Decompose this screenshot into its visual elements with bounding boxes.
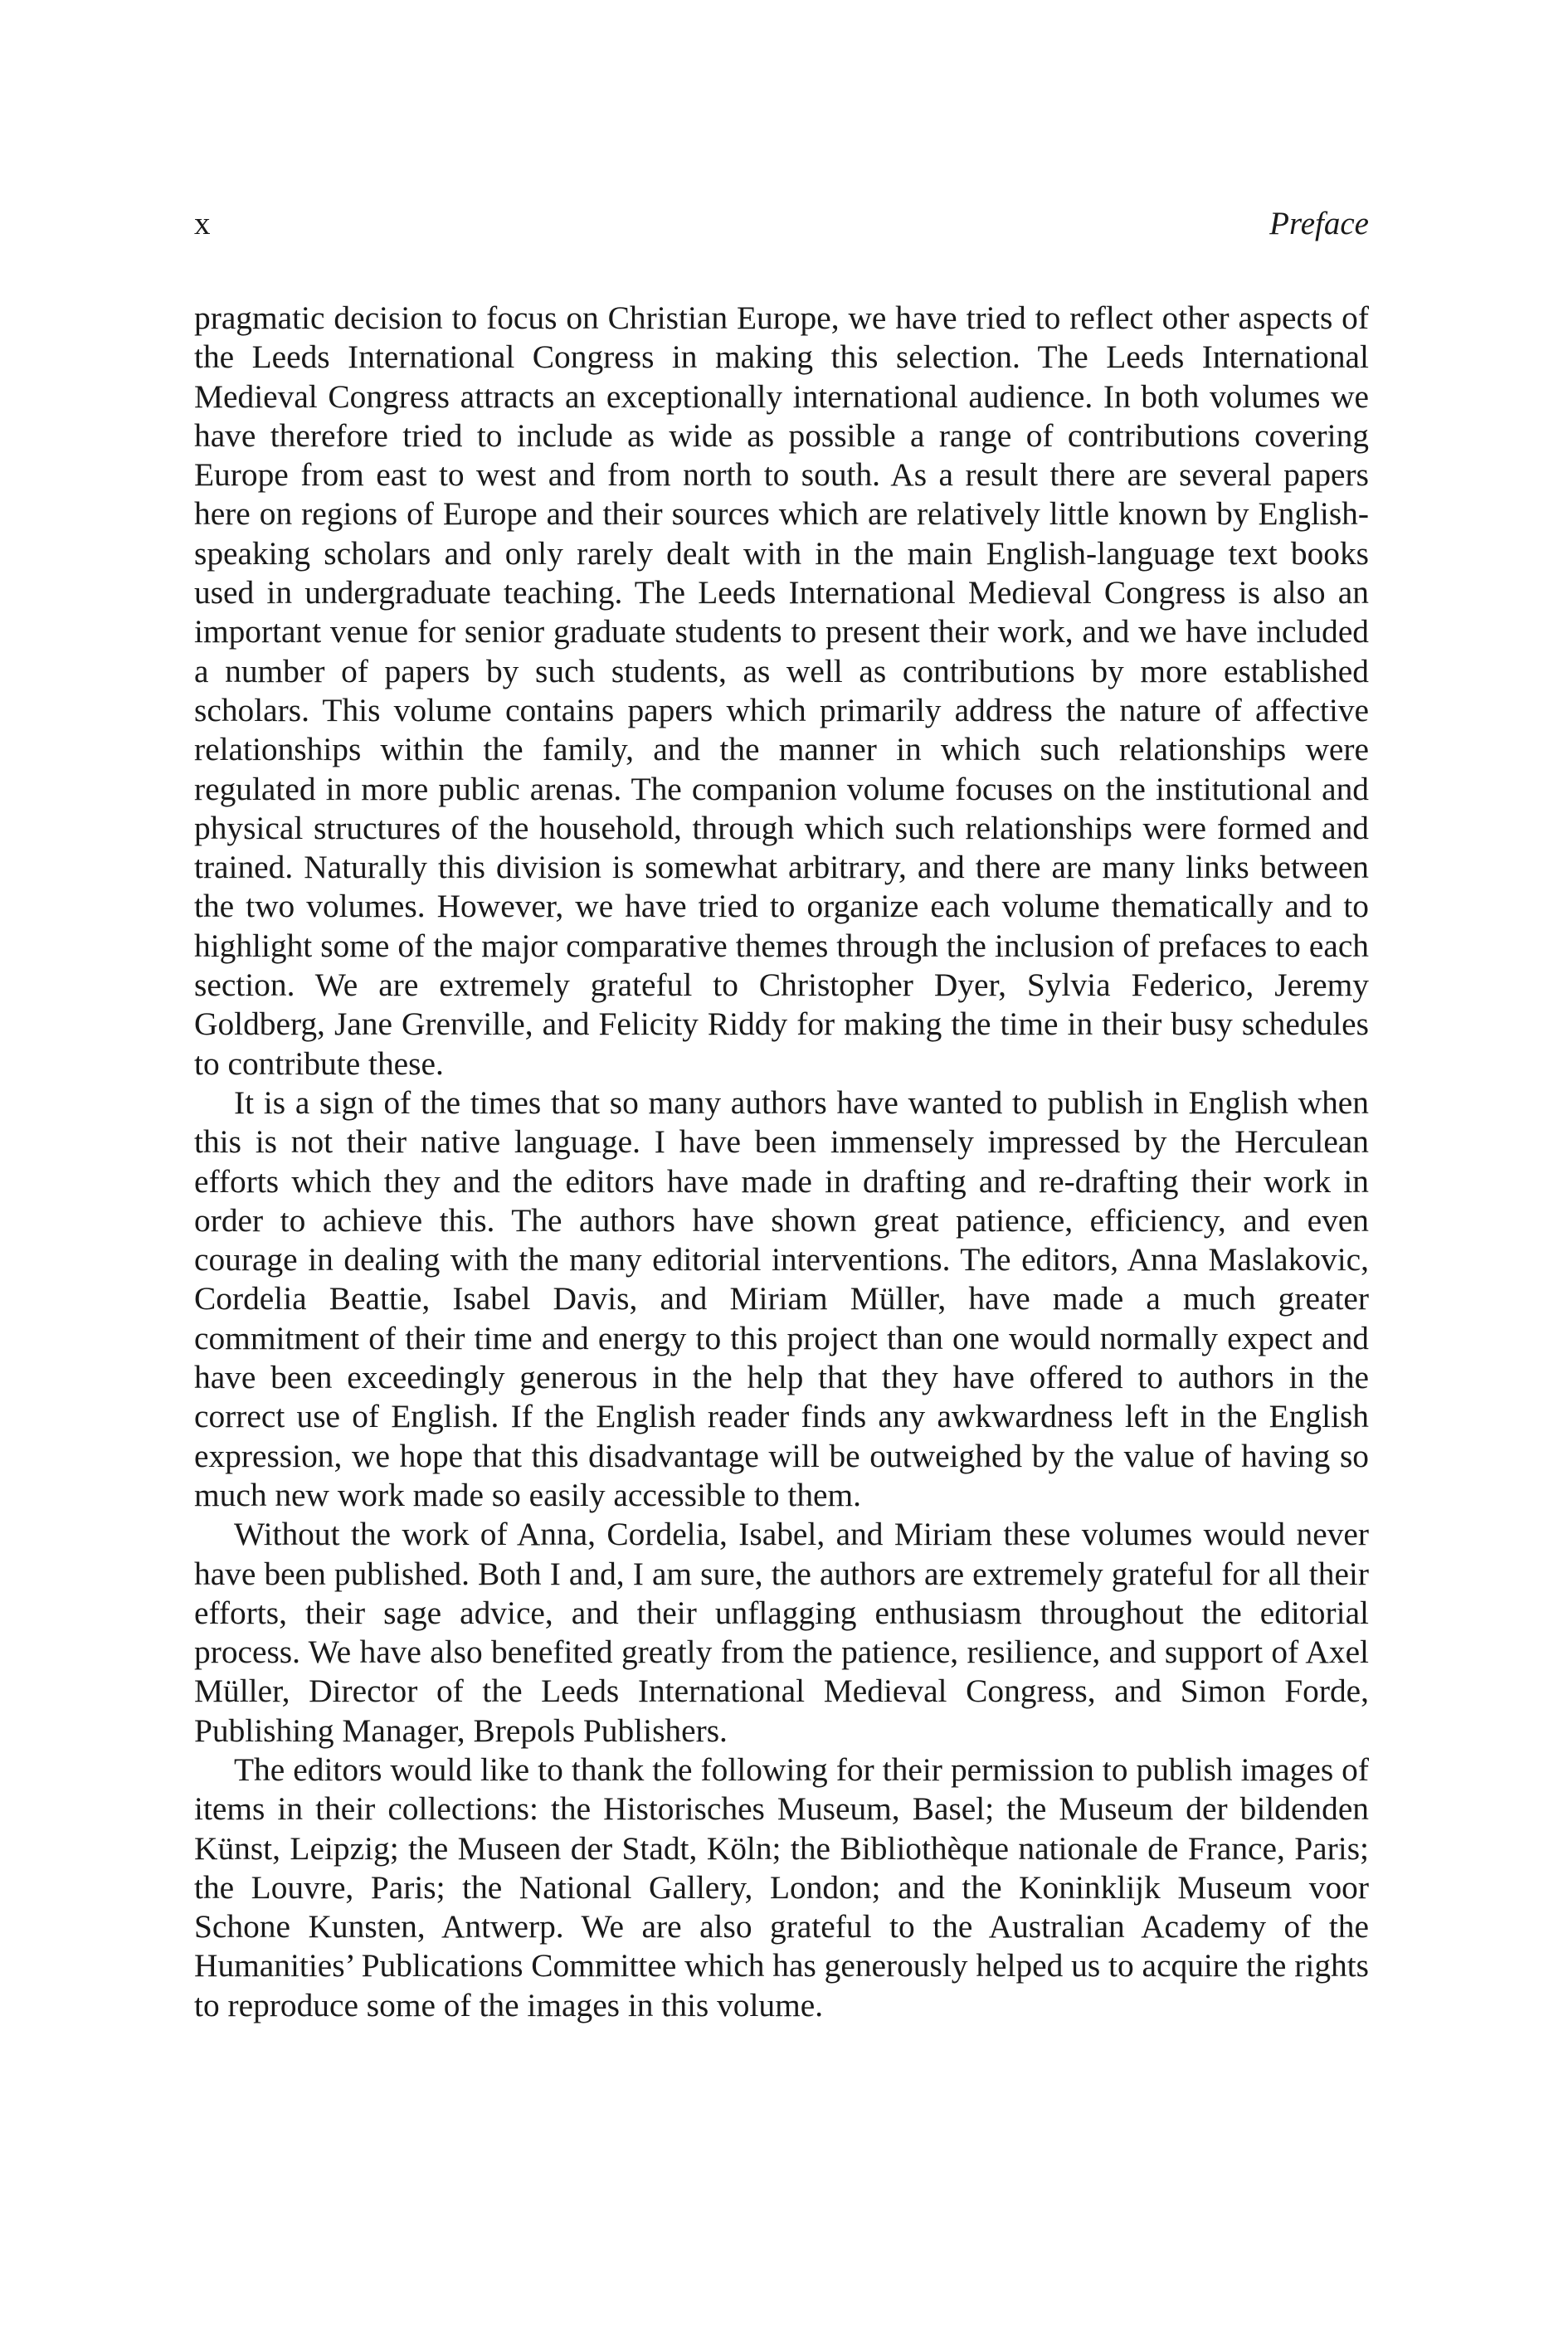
body-text [194, 299, 1369, 2025]
paragraph-continued: pragmatic decision to focus on Christian Europe, we have tried to reflect other aspects of the Leeds International Congress in making this selection. The Leeds International Medieval Congress attracts an exceptionally international audience. In both volumes we have therefore tried to include as wide as possible a range of contributions covering Europe from east to west and from north to south. As a result there are several papers here on regions of Europe and their sources which are relatively little known by English-speaking scholars and only rarely dealt with in the main English-language text books used in undergraduate teaching. The Leeds International Medieval Congress is also an important venue for senior graduate students to present their work, and we have included a number of papers by such students, as well as contributions by more established scholars. This volume contains papers which primarily address the nature of affective relationships within the family, and the manner in which such relationships were regulated in more public arenas. The companion volume focuses on the institutional and physical structures of the household, through which such relationships were formed and trained. Naturally this division is somewhat arbitrary, and there are many links between the two volumes. However, we have tried to organize each volume thematically and to highlight some of the major comparative themes through the inclusion of prefaces to each section. We are extremely grateful to Christopher Dyer, Sylvia Federico, Jeremy Goldberg, Jane Grenville, and Felicity Riddy for making the time in their busy schedules to contribute these. [194, 299, 1369, 1082]
paragraph-image-permissions: The editors would like to thank the following for their permission to publish images of items in their collections: the Historisches Museum, Basel; the Museum der bildenden Künst, Leipzig; the Museen der Stadt, Köln; the Bibliothèque nationale de France, Paris; the Louvre, Paris; the National Gallery, London; and the Koninklijk Museum voor Schone Kunsten, Antwerp. We are also grateful to the Australian Academy of the Humanities’ Publications Committee which has generously helped us to acquire the rights to reproduce some of the images in this volume. [194, 1751, 1369, 2023]
paragraph-authors-english: It is a sign of the times that so many authors have wanted to publish in English when this is not their native language. I have been immensely impressed by the Herculean efforts which they and the editors have made in drafting and re-drafting their work in order to achieve this. The authors have shown great patience, efficiency, and even courage in dealing with the many editorial interventions. The editors, Anna Maslakovic, Cordelia Beattie, Isabel Davis, and Miriam Müller, have made a much greater commitment of their time and energy to this project than one would normally expect and have been exceedingly generous in the help that they have offered to authors in the correct use of English. If the English reader finds any awkwardness left in the English expression, we hope that this disadvantage will be outweighed by the value of having so much new work made so easily accessible to them. [194, 1083, 1369, 1513]
page-number: x [194, 206, 211, 241]
running-title: Preface [1269, 206, 1369, 241]
book-page [194, 201, 1369, 2025]
running-head [194, 201, 1369, 247]
paragraph-acknowledgements: Without the work of Anna, Cordelia, Isabel, and Miriam these volumes would never have been published. Both I and, I am sure, the authors are extremely grateful for all their efforts, their sage advice, and their unflagging enthusiasm throughout the editorial process. We have also benefited greatly from the patience, resilience, and support of Axel Müller, Director of the Leeds International Medieval Congress, and Simon Forde, Publishing Manager, Brepols Publishers. [194, 1516, 1369, 1749]
